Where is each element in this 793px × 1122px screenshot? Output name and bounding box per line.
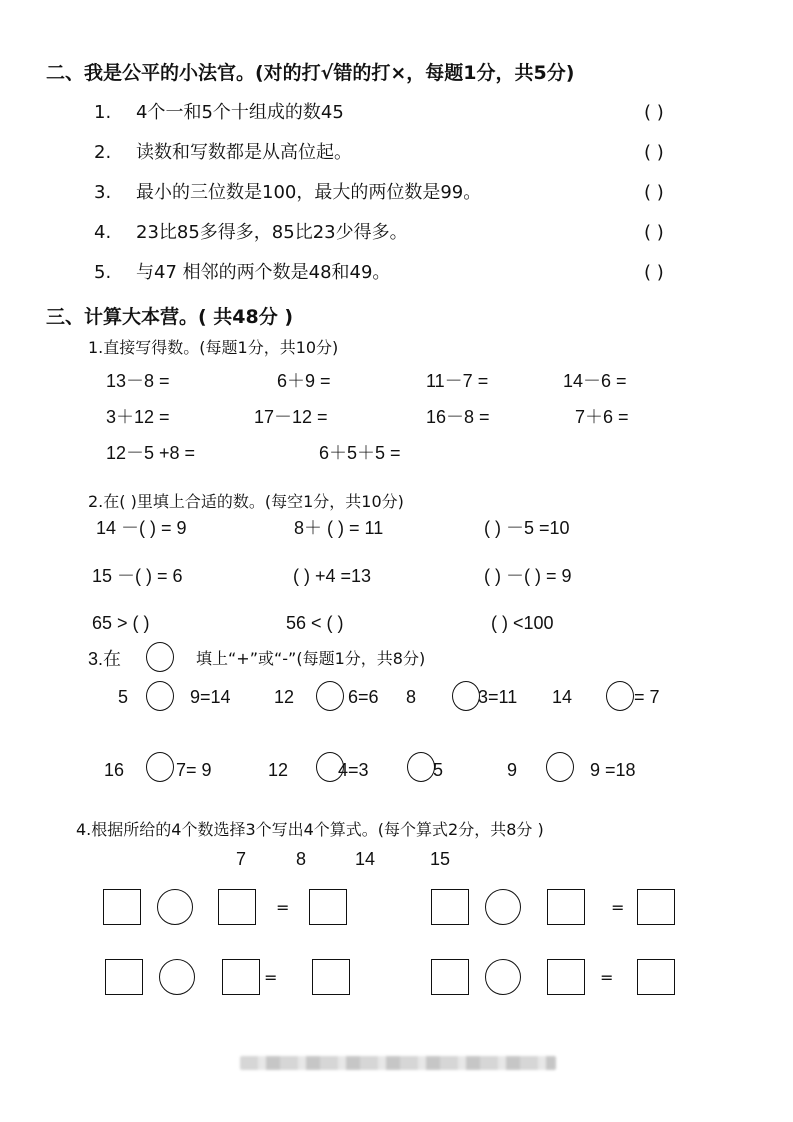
s2-item1-answer-paren[interactable]: ( ) xyxy=(644,102,664,123)
p3-operator-circle[interactable] xyxy=(146,681,174,711)
p3-operand-a: 8 xyxy=(406,687,417,707)
p4-equals: = xyxy=(611,898,625,917)
p3-operator-circle[interactable] xyxy=(407,752,435,782)
p2-item[interactable]: ( ) +4 =13 xyxy=(293,566,372,586)
p4-answer-box[interactable] xyxy=(431,889,469,925)
p4-answer-box[interactable] xyxy=(637,959,675,995)
p3-operand-a: 12 xyxy=(268,760,289,780)
p4-answer-box[interactable] xyxy=(547,959,585,995)
p1-item[interactable]: 14－6 = xyxy=(563,371,627,391)
p4-answer-box[interactable] xyxy=(218,889,256,925)
p1-item[interactable]: 11－7 = xyxy=(426,371,489,391)
p3-operator-circle[interactable] xyxy=(146,752,174,782)
p3-operand-b: 9=14 xyxy=(190,687,231,707)
p3-operand-b: = 7 xyxy=(634,687,660,707)
p3-operand-b: 3=11 xyxy=(478,687,518,707)
s2-item3-num: 3. xyxy=(94,182,112,203)
p1-item[interactable]: 12－5 +8 = xyxy=(106,443,196,463)
section3-title: 三、计算大本营。( 共48分 ) xyxy=(46,306,294,328)
p3-operand-b: 6=6 xyxy=(348,687,379,707)
s2-item5-answer-paren[interactable]: ( ) xyxy=(644,262,664,283)
p2-item[interactable]: ( ) －( ) = 9 xyxy=(484,566,572,586)
p1-item[interactable]: 3＋12 = xyxy=(106,407,170,427)
footer-watermark-blur xyxy=(240,1056,556,1070)
p4-answer-box[interactable] xyxy=(312,959,350,995)
p2-item[interactable]: 15 －( ) = 6 xyxy=(92,566,183,586)
s2-item4-num: 4. xyxy=(94,222,112,243)
s2-item4-text: 23比85多得多，85比23少得多。 xyxy=(136,222,408,243)
p3-operator-circle[interactable] xyxy=(606,681,634,711)
s2-item5-num: 5. xyxy=(94,262,112,283)
p4-operator-circle[interactable] xyxy=(157,889,193,925)
p4-answer-box[interactable] xyxy=(547,889,585,925)
p4-answer-box[interactable] xyxy=(222,959,260,995)
p4-operator-circle[interactable] xyxy=(485,889,521,925)
p4-equals: = xyxy=(600,968,614,987)
part3-title-prefix: 3.在 xyxy=(88,649,122,669)
p4-answer-box[interactable] xyxy=(431,959,469,995)
p2-item[interactable]: 56 < ( ) xyxy=(286,613,344,633)
p1-item[interactable]: 6＋9 = xyxy=(277,371,331,391)
s2-item3-text: 最小的三位数是100，最大的两位数是99。 xyxy=(136,182,482,203)
s2-item2-text: 读数和写数都是从高位起。 xyxy=(136,142,352,163)
p2-item[interactable]: 8＋ ( ) = 11 xyxy=(294,518,384,538)
p4-equals: = xyxy=(276,898,290,917)
p4-answer-box[interactable] xyxy=(103,889,141,925)
p3-operand-a: 5 xyxy=(118,687,129,707)
p4-answer-box[interactable] xyxy=(637,889,675,925)
p1-item[interactable]: 7＋6 = xyxy=(575,407,629,427)
p4-operator-circle[interactable] xyxy=(159,959,195,995)
p3-operand-a: 16 xyxy=(104,760,125,780)
p3-operator-circle[interactable] xyxy=(546,752,574,782)
p1-item[interactable]: 13－8 = xyxy=(106,371,170,391)
s2-item3-answer-paren[interactable]: ( ) xyxy=(644,182,664,203)
p1-item[interactable]: 6＋5＋5 = xyxy=(319,443,401,463)
p3-operand-a: 12 xyxy=(274,687,295,707)
s2-item5-text: 与47 相邻的两个数是48和49。 xyxy=(136,262,391,283)
s2-item1-text: 4个一和5个十组成的数45 xyxy=(136,102,344,123)
s2-item2-num: 2. xyxy=(94,142,112,163)
p2-item[interactable]: 14 －( ) = 9 xyxy=(96,518,187,538)
s2-item1-num: 1. xyxy=(94,102,112,123)
p2-item[interactable]: 65 > ( ) xyxy=(92,613,150,633)
p4-answer-box[interactable] xyxy=(309,889,347,925)
p3-operand-a: 14 xyxy=(552,687,573,707)
p4-given-number: 15 xyxy=(430,849,451,869)
part2-title: 2.在( )里填上合适的数。(每空1分，共10分) xyxy=(88,492,404,511)
p4-given-number: 14 xyxy=(355,849,376,869)
p4-given-number: 7 xyxy=(236,849,247,869)
p1-item[interactable]: 16－8 = xyxy=(426,407,490,427)
s2-item4-answer-paren[interactable]: ( ) xyxy=(644,222,664,243)
p4-answer-box[interactable] xyxy=(105,959,143,995)
p2-item[interactable]: ( ) －5 =10 xyxy=(484,518,570,538)
s2-item2-answer-paren[interactable]: ( ) xyxy=(644,142,664,163)
part1-title: 1.直接写得数。(每题1分，共10分) xyxy=(88,338,339,357)
part3-title-circle xyxy=(146,642,174,672)
p4-equals: = xyxy=(264,968,278,987)
part4-title: 4.根据所给的4个数选择3个写出4个算式。(每个算式2分，共8分 ) xyxy=(76,820,544,839)
p3-operand-b: 5 xyxy=(433,760,444,780)
p2-item[interactable]: ( ) <100 xyxy=(491,613,554,633)
section2-title: 二、我是公平的小法官。(对的打√错的打×，每题1分，共5分) xyxy=(46,62,575,84)
p3-operand-b: 7= 9 xyxy=(176,760,212,780)
p1-item[interactable]: 17－12 = xyxy=(254,407,328,427)
p3-operand-a: 9 xyxy=(507,760,518,780)
p3-operator-circle[interactable] xyxy=(452,681,480,711)
part3-title-suffix: 填上“+”或“-”(每题1分，共8分) xyxy=(196,649,426,668)
p3-operator-circle[interactable] xyxy=(316,681,344,711)
p3-operand-b: 4=3 xyxy=(338,760,369,780)
p4-given-number: 8 xyxy=(296,849,307,869)
p3-operand-b: 9 =18 xyxy=(590,760,636,780)
p4-operator-circle[interactable] xyxy=(485,959,521,995)
